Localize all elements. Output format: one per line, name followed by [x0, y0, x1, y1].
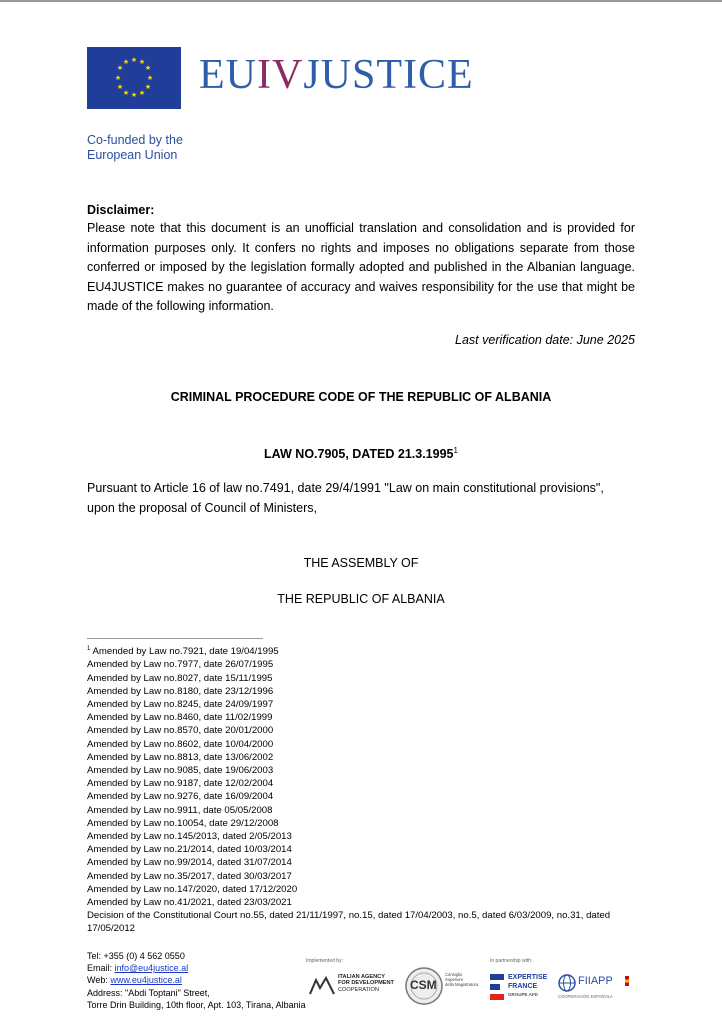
contact-address-2: Torre Drin Building, 10th floor, Apt. 103, Tirana, Albania — [87, 999, 306, 1010]
assembly-line-1: THE ASSEMBLY OF — [303, 556, 419, 570]
svg-text:★: ★ — [130, 91, 138, 99]
cofunded-line-1: Co-funded by the — [87, 133, 183, 147]
csm-sub-1: Consiglio — [445, 972, 463, 977]
footnote-item — [87, 643, 647, 658]
footnote-line: Amended by Law no.8602, date 10/04/2000 — [87, 738, 274, 750]
implemented-by-label: Implemented by: — [306, 958, 343, 964]
ef-line-3: GROUPE AFD — [508, 992, 538, 997]
top-border — [0, 0, 722, 2]
svg-text:★: ★ — [138, 89, 146, 97]
footnote-line: Amended by Law no.9276, date 16/09/2004 — [87, 791, 274, 803]
law-number — [0, 446, 722, 461]
preamble-paragraph: Pursuant to Article 16 of law no.7491, date 29/4/1991 "Law on main constitutional provisions", upon the proposal of Council of Ministers, — [87, 481, 604, 515]
footnote-reference[interactable]: 1 — [453, 446, 458, 455]
assembly-line-2: THE REPUBLIC OF ALBANIA — [277, 592, 445, 606]
footnote-line: Amended by Law no.8180, date 23/12/1996 — [87, 685, 274, 697]
footnote-line: Amended by Law no.41/2021, dated 23/03/2021 — [87, 897, 292, 909]
verification-date: Last verification date: June 2025 — [455, 333, 635, 347]
email-link[interactable]: info@eu4justice.al — [114, 963, 189, 974]
fiiapp-label: FIIAPP — [578, 975, 613, 987]
footnote-line: Amended by Law no.8813, date 13/06/2002 — [87, 751, 274, 763]
svg-text:★: ★ — [146, 74, 154, 82]
footnote-line: Amended by Law no.147/2020, dated 17/12/2020 — [87, 883, 298, 895]
svg-text:★: ★ — [122, 58, 130, 66]
footnote-line: Amended by Law no.8027, date 15/11/1995 — [87, 672, 273, 684]
footnote-line: Amended by Law no.99/2014, dated 31/07/2014 — [87, 857, 292, 869]
footnote-line: Amended by Law no.8460, date 11/02/1999 — [87, 712, 273, 724]
footnote-line: Amended by Law no.35/2017, dated 30/03/2017 — [87, 870, 292, 882]
svg-text:★: ★ — [114, 74, 122, 82]
svg-text:★: ★ — [144, 64, 152, 72]
expertise-france-icon — [490, 974, 504, 1000]
contact-address-1: Address: "Abdi Toptani" Street, — [87, 987, 210, 998]
csm-subtitle — [445, 972, 478, 987]
contact-email-row — [87, 962, 306, 974]
cofunded-label — [87, 133, 183, 162]
csm-sub-2: Superiore — [445, 977, 464, 982]
footnote-line: Amended by Law no.21/2014, dated 10/03/2014 — [87, 844, 292, 856]
aics-logo-text — [338, 974, 394, 993]
web-label: Web: — [87, 975, 111, 986]
aics-line-3: COOPERATION — [338, 986, 379, 993]
aics-logo-icon — [308, 974, 336, 998]
spain-flag-mark — [625, 976, 629, 986]
svg-text:★: ★ — [130, 56, 138, 64]
disclaimer-text: Please note that this document is an unofficial translation and consolidation and is provided for information purposes only. It confers no rights and imposes no obligations separate from those conferred or imposed by the legislation formally adopted and published in the Albanian language. EU4JUSTICE makes no guarantee of accuracy and waives responsibility for the use that might be made of the following information. — [87, 221, 635, 314]
svg-text:★: ★ — [116, 83, 124, 91]
ef-line-2: FRANCE — [508, 982, 538, 990]
fiiapp-globe-icon — [558, 974, 576, 992]
web-link[interactable]: www.eu4justice.al — [110, 975, 182, 986]
code-title: CRIMINAL PROCEDURE CODE OF THE REPUBLIC OF ALBANIA — [170, 390, 552, 404]
disclaimer-heading: Disclaimer: — [87, 203, 155, 217]
footnote-line: Amended by Law no.8570, date 20/01/2000 — [87, 725, 274, 737]
footnote-line: Amended by Law no.10054, date 29/12/2008 — [87, 817, 279, 829]
svg-text:★: ★ — [116, 64, 124, 72]
svg-text:★: ★ — [122, 89, 130, 97]
ef-line-1: EXPERTISE — [508, 974, 548, 981]
eu4justice-wordmark — [199, 51, 474, 99]
footnote-line: Amended by Law no.9085, date 19/06/2003 — [87, 765, 274, 777]
csm-sub-3: della Magistratura — [445, 982, 479, 987]
footnote-marker: 1 — [87, 646, 91, 652]
csm-label: CSM — [410, 978, 437, 992]
law-number-text: LAW NO.7905, DATED 21.3.1995 — [264, 447, 454, 462]
footnote-line: Amended by Law no.9187, date 12/02/2004 — [87, 778, 274, 790]
footnote-decision: Decision of the Constitutional Court no.55, dated 21/11/1997, no.15, dated 17/04/2003, no.5, dated 6/03/2009, no.31, dated 17/05/2012 — [87, 910, 611, 935]
aics-line-1: ITALIAN AGENCY — [338, 974, 385, 980]
partner-logos — [300, 958, 640, 1012]
footnote-line: Amended by Law no.145/2013, dated 2/05/2013 — [87, 831, 292, 843]
brand-part-justice: JUSTICE — [303, 52, 474, 98]
contact-web-row — [87, 974, 306, 986]
brand-part-iv: IV — [257, 52, 304, 98]
contact-tel: Tel: +355 (0) 4 562 0550 — [87, 951, 185, 961]
in-partnership-label: In partnership with: — [490, 958, 533, 964]
footnote-separator — [87, 638, 263, 639]
expertise-france-text — [508, 974, 547, 1000]
cofunded-line-2: European Union — [87, 147, 178, 162]
footnote-line: Amended by Law no.7921, date 19/04/1995 — [92, 646, 279, 658]
footnote-line: Amended by Law no.7977, date 26/07/1995 — [87, 659, 274, 671]
footnote-list — [87, 643, 647, 936]
svg-text:★: ★ — [138, 58, 146, 66]
brand-part-eu: EU — [199, 52, 257, 98]
email-label: Email: — [87, 963, 115, 974]
aics-line-2: FOR DEVELOPMENT — [338, 980, 394, 987]
footnote-line: Amended by Law no.8245, date 24/09/1997 — [87, 699, 274, 710]
fiiapp-subtitle: COOPERACIÓN ESPAÑOLA — [558, 994, 613, 999]
svg-text:★: ★ — [144, 83, 152, 91]
contact-block — [87, 950, 306, 1011]
footnote-line: Amended by Law no.9911, date 05/05/2008 — [87, 804, 273, 816]
eu-flag-logo — [87, 47, 181, 109]
